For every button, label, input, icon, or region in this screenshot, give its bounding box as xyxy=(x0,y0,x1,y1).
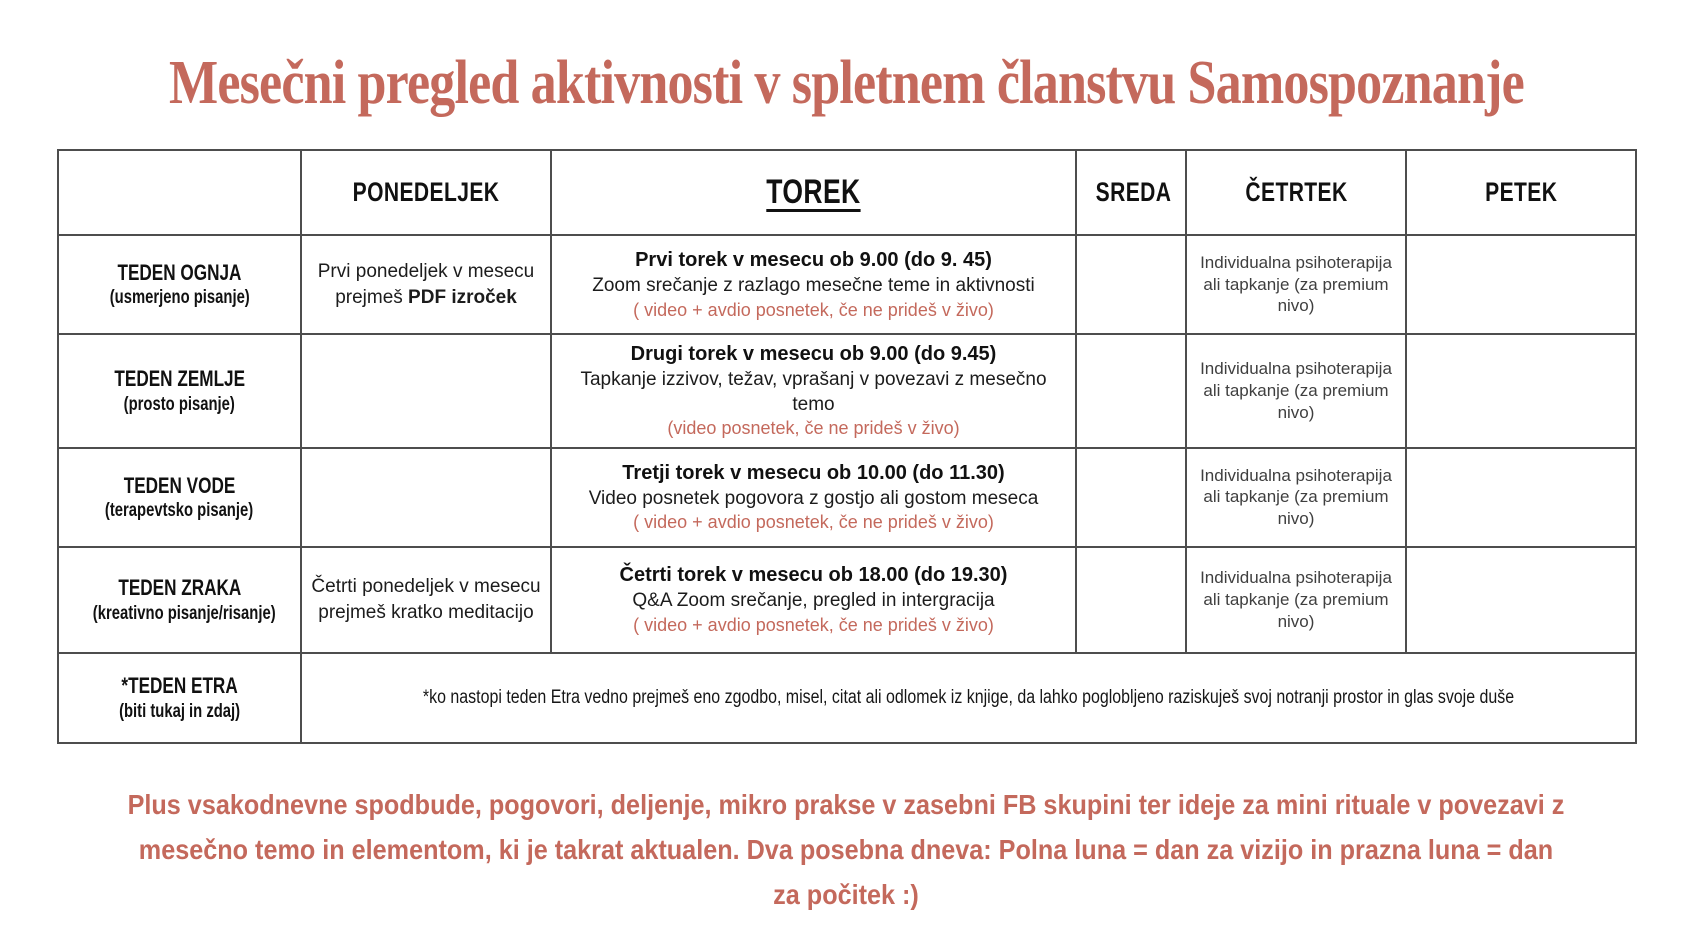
cell-friday xyxy=(1406,334,1636,448)
table-row-zemlje xyxy=(58,334,1636,448)
tuesday-detail: Video posnetek pogovora z gostjo ali gostom meseca xyxy=(588,487,1039,509)
tuesday-headline: Tretji torek v mesecu ob 10.00 (do 11.30) xyxy=(622,461,1005,484)
cell-tuesday xyxy=(551,235,1076,334)
tuesday-detail: Zoom srečanje z razlago mesečne teme in aktivnosti xyxy=(592,274,1035,296)
cell-friday xyxy=(1406,448,1636,547)
table-row-etra xyxy=(58,653,1636,743)
cell-monday xyxy=(301,334,551,448)
cell-monday xyxy=(301,448,551,547)
row-sublabel: (biti tukaj in zdaj) xyxy=(118,700,241,722)
row-label: *TEDEN ETRA xyxy=(121,673,238,699)
cell-monday: Četrti ponedeljek v mesecu prejmeš kratko meditacijo xyxy=(301,547,551,653)
header-cell-sreda: SREDA xyxy=(1076,150,1186,235)
row-sublabel: (prosto pisanje) xyxy=(123,393,236,415)
cell-friday xyxy=(1406,235,1636,334)
footer-bold-word: Plus xyxy=(127,788,181,820)
table-row-zraka xyxy=(58,547,1636,653)
cell-tuesday xyxy=(551,547,1076,653)
tuesday-detail: Tapkanje izzivov, težav, vprašanj v povezavi z mesečno temo xyxy=(580,369,1047,415)
cell-monday: Prvi ponedeljek v mesecu prejmeš PDF izroček xyxy=(301,235,551,334)
table-row-vode xyxy=(58,448,1636,547)
row-sublabel: (kreativno pisanje/risanje) xyxy=(92,602,276,624)
header-cell-torek: TOREK xyxy=(551,150,1076,235)
tuesday-note: ( video + avdio posnetek, če ne prideš v živo) xyxy=(633,614,994,635)
header-cell-cetrtek: ČETRTEK xyxy=(1186,150,1406,235)
header-cell-empty xyxy=(58,150,301,235)
row-label-cell xyxy=(58,653,301,743)
footer-text: vsakodnevne spodbude, pogovori, deljenje, mikro prakse v zasebni FB skupini ter ideje za mini rituale v povezavi z mesečno temo in elementom, ki je takrat aktualen. Dva posebna dneva: Polna luna = dan za vizijo in prazna luna = dan za počitek :) xyxy=(138,788,1565,911)
page-title: Mesečni pregled aktivnosti v spletnem članstvu Samospoznanje xyxy=(168,49,1524,117)
cell-thursday: Individualna psihoterapija ali tapkanje (za premium nivo) xyxy=(1186,235,1406,334)
poster-page xyxy=(0,48,1692,948)
cell-friday xyxy=(1406,547,1636,653)
row-sublabel: (terapevtsko pisanje) xyxy=(105,500,254,522)
table-row-ognja xyxy=(58,235,1636,334)
tuesday-detail: Q&A Zoom srečanje, pregled in intergracija xyxy=(632,590,995,612)
schedule-table xyxy=(57,149,1637,744)
tuesday-note: ( video + avdio posnetek, če ne prideš v živo) xyxy=(633,512,994,533)
cell-wednesday xyxy=(1076,547,1186,653)
tuesday-note: ( video + avdio posnetek, če ne prideš v živo) xyxy=(633,299,994,320)
cell-wednesday xyxy=(1076,235,1186,334)
tuesday-headline: Četrti torek v mesecu ob 18.00 (do 19.30) xyxy=(619,564,1008,587)
header-row xyxy=(58,150,1636,235)
cell-wednesday xyxy=(1076,448,1186,547)
cell-tuesday xyxy=(551,334,1076,448)
header-cell-petek: PETEK xyxy=(1406,150,1636,235)
row-label: TEDEN ZEMLJE xyxy=(114,366,245,392)
row-label-cell xyxy=(58,547,301,653)
cell-thursday: Individualna psihoterapija ali tapkanje (za premium nivo) xyxy=(1186,448,1406,547)
row-label: TEDEN VODE xyxy=(123,472,236,498)
cell-thursday: Individualna psihoterapija ali tapkanje (za premium nivo) xyxy=(1186,334,1406,448)
cell-thursday: Individualna psihoterapija ali tapkanje (za premium nivo) xyxy=(1186,547,1406,653)
tuesday-headline: Drugi torek v mesecu ob 9.00 (do 9.45) xyxy=(630,343,997,365)
row-label: TEDEN ZRAKA xyxy=(118,575,241,601)
cell-wednesday xyxy=(1076,334,1186,448)
row-label: TEDEN OGNJA xyxy=(117,259,242,285)
row-label-cell xyxy=(58,334,301,448)
cell-etra-note: *ko nastopi teden Etra vedno prejmeš eno zgodbo, misel, citat ali odlomek iz knjige, da lahko poglobljeno raziskuješ svoj notranji prostor in glas svoje duše xyxy=(301,653,1636,743)
footer-note xyxy=(46,782,1646,918)
header-cell-ponedeljek: PONEDELJEK xyxy=(301,150,551,235)
row-label-cell xyxy=(58,448,301,547)
tuesday-headline: Prvi torek v mesecu ob 9.00 (do 9. 45) xyxy=(635,248,992,271)
tuesday-note: (video posnetek, če ne prideš v živo) xyxy=(667,418,960,439)
row-label-cell xyxy=(58,235,301,334)
cell-tuesday xyxy=(551,448,1076,547)
row-sublabel: (usmerjeno pisanje) xyxy=(109,287,250,309)
